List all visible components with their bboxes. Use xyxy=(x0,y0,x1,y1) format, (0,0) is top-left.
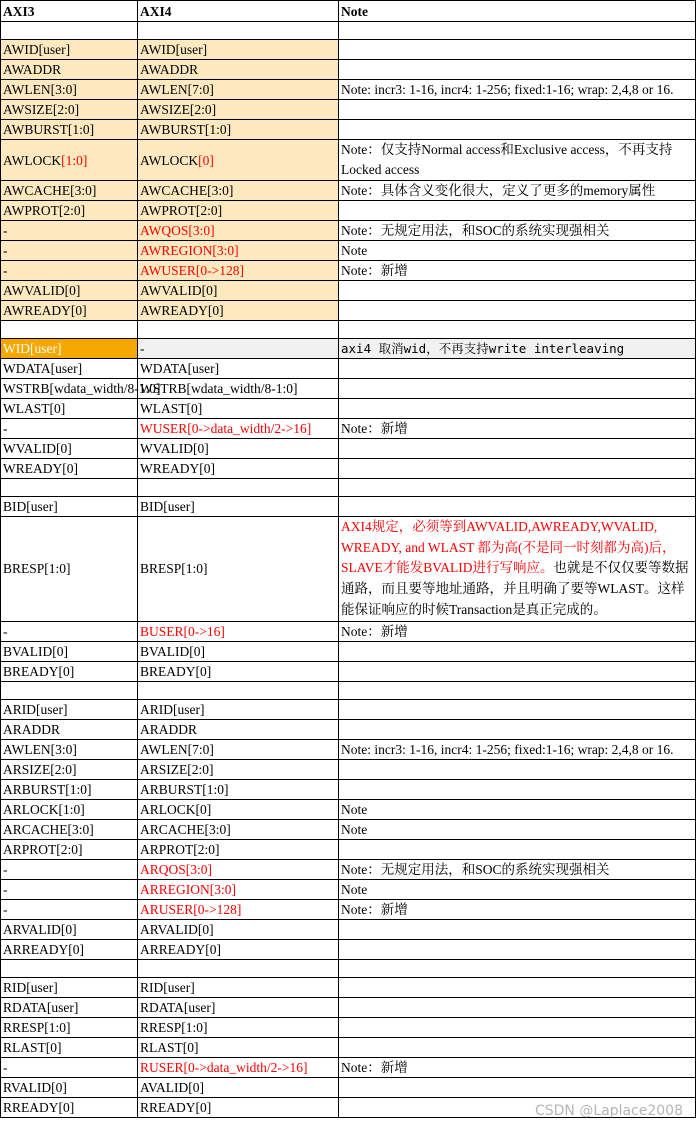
table-row xyxy=(1,221,696,241)
axi3-cell: - xyxy=(1,241,138,261)
axi3-cell: AWID[user] xyxy=(1,40,138,60)
note-cell: Note：新增 xyxy=(339,1057,696,1077)
table-row xyxy=(1,759,696,779)
table-row xyxy=(1,779,696,799)
note-cell xyxy=(339,359,696,379)
note-cell xyxy=(339,779,696,799)
table-row xyxy=(1,1037,696,1057)
axi3-cell: - xyxy=(1,261,138,281)
spacer-row xyxy=(1,321,696,339)
axi4-cell: AWLEN[7:0] xyxy=(138,80,339,100)
table-row xyxy=(1,497,696,517)
axi4-cell: ARPROT[2:0] xyxy=(138,839,339,859)
axi3-cell: - xyxy=(1,1057,138,1077)
axi3-cell: RID[user] xyxy=(1,977,138,997)
table-row xyxy=(1,120,696,140)
spacer-row xyxy=(1,681,696,699)
axi4-cell: ARVALID[0] xyxy=(138,919,339,939)
axi3-cell: WDATA[user] xyxy=(1,359,138,379)
note-cell xyxy=(339,699,696,719)
axi3-cell: - xyxy=(1,419,138,439)
note-cell xyxy=(339,939,696,959)
axi3-cell: - xyxy=(1,859,138,879)
axi4-cell: BRESP[1:0] xyxy=(138,517,339,622)
table-row xyxy=(1,241,696,261)
table-row xyxy=(1,839,696,859)
axi3-cell: BREADY[0] xyxy=(1,661,138,681)
axi3-cell: AWBURST[1:0] xyxy=(1,120,138,140)
axi4-cell: WREADY[0] xyxy=(138,459,339,479)
axi4-cell: AWVALID[0] xyxy=(138,281,339,301)
note-cell: axi4 取消wid，不再支持write interleaving xyxy=(339,339,696,359)
table-row xyxy=(1,439,696,459)
axi3-cell: ARCACHE[3:0] xyxy=(1,819,138,839)
axi3-cell: BVALID[0] xyxy=(1,641,138,661)
spacer-row xyxy=(1,959,696,977)
axi4-cell: RREADY[0] xyxy=(138,1097,339,1117)
axi4-cell: WVALID[0] xyxy=(138,439,339,459)
table-row xyxy=(1,739,696,759)
axi4-cell: RID[user] xyxy=(138,977,339,997)
axi3-cell: RVALID[0] xyxy=(1,1077,138,1097)
header-axi4: AXI4 xyxy=(138,1,339,22)
note-cell xyxy=(339,100,696,120)
note-cell: Note：无规定用法，和SOC的系统实现强相关 xyxy=(339,221,696,241)
axi4-cell: WUSER[0->data_width/2->16] xyxy=(138,419,339,439)
axi3-cell: RREADY[0] xyxy=(1,1097,138,1117)
table-row xyxy=(1,879,696,899)
axi4-cell: ARADDR xyxy=(138,719,339,739)
axi4-cell: RDATA[user] xyxy=(138,997,339,1017)
axi3-cell: AWLEN[3:0] xyxy=(1,80,138,100)
axi4-cell: AWCACHE[3:0] xyxy=(138,181,339,201)
note-cell xyxy=(339,497,696,517)
axi3-cell: - xyxy=(1,221,138,241)
table-row xyxy=(1,301,696,321)
table-row xyxy=(1,517,696,622)
axi3-cell: - xyxy=(1,879,138,899)
axi3-cell: AWPROT[2:0] xyxy=(1,201,138,221)
axi3-cell: - xyxy=(1,899,138,919)
axi4-cell: RUSER[0->data_width/2->16] xyxy=(138,1057,339,1077)
table-row xyxy=(1,1077,696,1097)
note-cell: Note xyxy=(339,819,696,839)
axi4-cell: AWUSER[0->128] xyxy=(138,261,339,281)
note-cell: Note: incr3: 1-16, incr4: 1-256; fixed:1-16; wrap: 2,4,8 or 16. xyxy=(339,739,696,759)
axi3-cell: WVALID[0] xyxy=(1,439,138,459)
axi4-cell: WLAST[0] xyxy=(138,399,339,419)
axi4-cell: ARQOS[3:0] xyxy=(138,859,339,879)
note-cell xyxy=(339,719,696,739)
axi4-cell: WSTRB[wdata_width/8-1:0] xyxy=(138,379,339,399)
signal-name: AWLOCK xyxy=(3,152,62,168)
axi4-cell: ARID[user] xyxy=(138,699,339,719)
axi3-cell: RDATA[user] xyxy=(1,997,138,1017)
table-row xyxy=(1,997,696,1017)
axi3-cell: ARSIZE[2:0] xyxy=(1,759,138,779)
axi4-cell: ARREADY[0] xyxy=(138,939,339,959)
table-row xyxy=(1,60,696,80)
spacer-row xyxy=(1,22,696,40)
axi4-cell: ARLOCK[0] xyxy=(138,799,339,819)
note-cell xyxy=(339,839,696,859)
note-cell xyxy=(339,439,696,459)
axi4-cell: AWREGION[3:0] xyxy=(138,241,339,261)
header-axi3: AXI3 xyxy=(1,1,138,22)
note-cell xyxy=(339,281,696,301)
axi3-cell: WSTRB[wdata_width/8-1:0] xyxy=(1,379,138,399)
table-row xyxy=(1,719,696,739)
axi4-cell: AWID[user] xyxy=(138,40,339,60)
axi4-cell: AWPROT[2:0] xyxy=(138,201,339,221)
header-note: Note xyxy=(339,1,696,22)
axi4-cell: AWREADY[0] xyxy=(138,301,339,321)
axi4-cell: ARSIZE[2:0] xyxy=(138,759,339,779)
watermark: CSDN @Laplace2008 xyxy=(534,1103,683,1119)
table-row xyxy=(1,181,696,201)
table-row xyxy=(1,261,696,281)
axi3-cell: ARREADY[0] xyxy=(1,939,138,959)
note-cell xyxy=(339,977,696,997)
axi3-cell: ARLOCK[1:0] xyxy=(1,799,138,819)
spacer-row xyxy=(1,479,696,497)
axi3-cell: ARVALID[0] xyxy=(1,919,138,939)
table-row xyxy=(1,1017,696,1037)
note-cell: Note xyxy=(339,241,696,261)
axi4-cell: WDATA[user] xyxy=(138,359,339,379)
note-cell: Note：仅支持Normal access和Exclusive access，不再支持Locked access xyxy=(339,140,696,181)
axi3-cell: WREADY[0] xyxy=(1,459,138,479)
axi3-cell xyxy=(1,140,138,181)
axi4-cell: - xyxy=(138,339,339,359)
axi4-cell: AWQOS[3:0] xyxy=(138,221,339,241)
note-cell xyxy=(339,997,696,1017)
axi3-cell: ARID[user] xyxy=(1,699,138,719)
axi3-cell: ARBURST[1:0] xyxy=(1,779,138,799)
note-cell: Note: incr3: 1-16, incr4: 1-256; fixed:1-16; wrap: 2,4,8 or 16. xyxy=(339,80,696,100)
axi4-cell: RRESP[1:0] xyxy=(138,1017,339,1037)
note-cell: Note：无规定用法，和SOC的系统实现强相关 xyxy=(339,859,696,879)
table-row xyxy=(1,699,696,719)
table-row xyxy=(1,977,696,997)
table-row xyxy=(1,459,696,479)
axi4-cell: AWSIZE[2:0] xyxy=(138,100,339,120)
note-cell: Note：新增 xyxy=(339,899,696,919)
axi3-cell: RLAST[0] xyxy=(1,1037,138,1057)
table-row xyxy=(1,339,696,359)
table-row xyxy=(1,359,696,379)
table-row xyxy=(1,621,696,641)
note-cell xyxy=(339,399,696,419)
signal-width: [0] xyxy=(198,152,214,168)
axi4-cell: RLAST[0] xyxy=(138,1037,339,1057)
note-cell xyxy=(339,201,696,221)
note-cell xyxy=(339,60,696,80)
header-row xyxy=(1,1,696,22)
note-cell: Note xyxy=(339,799,696,819)
note-cell: Note xyxy=(339,879,696,899)
bresp-rule: AXI4规定，必须等到AWVALID,AWREADY,WVALID, WREADY, and WLAST 都为高(不是同一时刻都为高)后，SLAVE才能发BVALID进行写响应。 xyxy=(341,519,676,576)
table-row xyxy=(1,939,696,959)
axi4-cell: ARUSER[0->128] xyxy=(138,899,339,919)
axi4-cell: BVALID[0] xyxy=(138,641,339,661)
note-cell xyxy=(339,459,696,479)
note-cell xyxy=(339,1017,696,1037)
note-cell xyxy=(339,40,696,60)
table-row xyxy=(1,641,696,661)
table-row xyxy=(1,661,696,681)
axi4-cell: ARCACHE[3:0] xyxy=(138,819,339,839)
table-row xyxy=(1,281,696,301)
note-cell xyxy=(339,517,696,622)
axi4-cell xyxy=(138,140,339,181)
signal-width: [1:0] xyxy=(61,152,88,168)
axi4-cell: ARBURST[1:0] xyxy=(138,779,339,799)
axi3-cell: ARADDR xyxy=(1,719,138,739)
note-cell: Note：新增 xyxy=(339,419,696,439)
note-cell: Note：新增 xyxy=(339,621,696,641)
axi4-cell: AWLEN[7:0] xyxy=(138,739,339,759)
table-row xyxy=(1,899,696,919)
note-cell xyxy=(339,919,696,939)
table-row xyxy=(1,799,696,819)
axi4-cell: AWBURST[1:0] xyxy=(138,120,339,140)
table-row xyxy=(1,201,696,221)
table-row xyxy=(1,419,696,439)
axi3-cell: AWREADY[0] xyxy=(1,301,138,321)
note-cell: Note：新增 xyxy=(339,261,696,281)
axi4-cell: AWADDR xyxy=(138,60,339,80)
bresp-explanation: 也就是不仅仅要等数据通路，而且要等地址通路，并且明确了要等WLAST。这样能保证响应的时候Transaction是真正完成的。 xyxy=(341,560,689,617)
axi4-cell: BUSER[0->16] xyxy=(138,621,339,641)
note-cell xyxy=(339,120,696,140)
note-cell xyxy=(339,641,696,661)
table-row xyxy=(1,819,696,839)
axi3-cell: AWCACHE[3:0] xyxy=(1,181,138,201)
axi3-cell: WID[user] xyxy=(1,339,138,359)
axi4-cell: BID[user] xyxy=(138,497,339,517)
axi4-cell: BREADY[0] xyxy=(138,661,339,681)
table-row xyxy=(1,919,696,939)
axi3-cell: WLAST[0] xyxy=(1,399,138,419)
note-cell: Note：具体含义变化很大，定义了更多的memory属性 xyxy=(339,181,696,201)
note-cell xyxy=(339,759,696,779)
table-row xyxy=(1,40,696,60)
table-row xyxy=(1,379,696,399)
table-row xyxy=(1,859,696,879)
axi3-cell: AWVALID[0] xyxy=(1,281,138,301)
axi4-cell: AVALID[0] xyxy=(138,1077,339,1097)
table-row xyxy=(1,80,696,100)
table-row xyxy=(1,100,696,120)
note-cell xyxy=(339,1037,696,1057)
note-cell xyxy=(339,1077,696,1097)
axi3-cell: ARPROT[2:0] xyxy=(1,839,138,859)
axi3-cell: BID[user] xyxy=(1,497,138,517)
signal-name: AWLOCK xyxy=(140,152,199,168)
axi3-cell: - xyxy=(1,621,138,641)
axi3-cell: AWADDR xyxy=(1,60,138,80)
axi4-cell: ARREGION[3:0] xyxy=(138,879,339,899)
axi3-cell: BRESP[1:0] xyxy=(1,517,138,622)
axi3-cell: AWLEN[3:0] xyxy=(1,739,138,759)
axi3-cell: RRESP[1:0] xyxy=(1,1017,138,1037)
note-cell xyxy=(339,661,696,681)
table-row xyxy=(1,399,696,419)
note-cell xyxy=(339,379,696,399)
axi3-cell: AWSIZE[2:0] xyxy=(1,100,138,120)
note-cell xyxy=(339,301,696,321)
table-row xyxy=(1,1057,696,1077)
table-row xyxy=(1,140,696,181)
